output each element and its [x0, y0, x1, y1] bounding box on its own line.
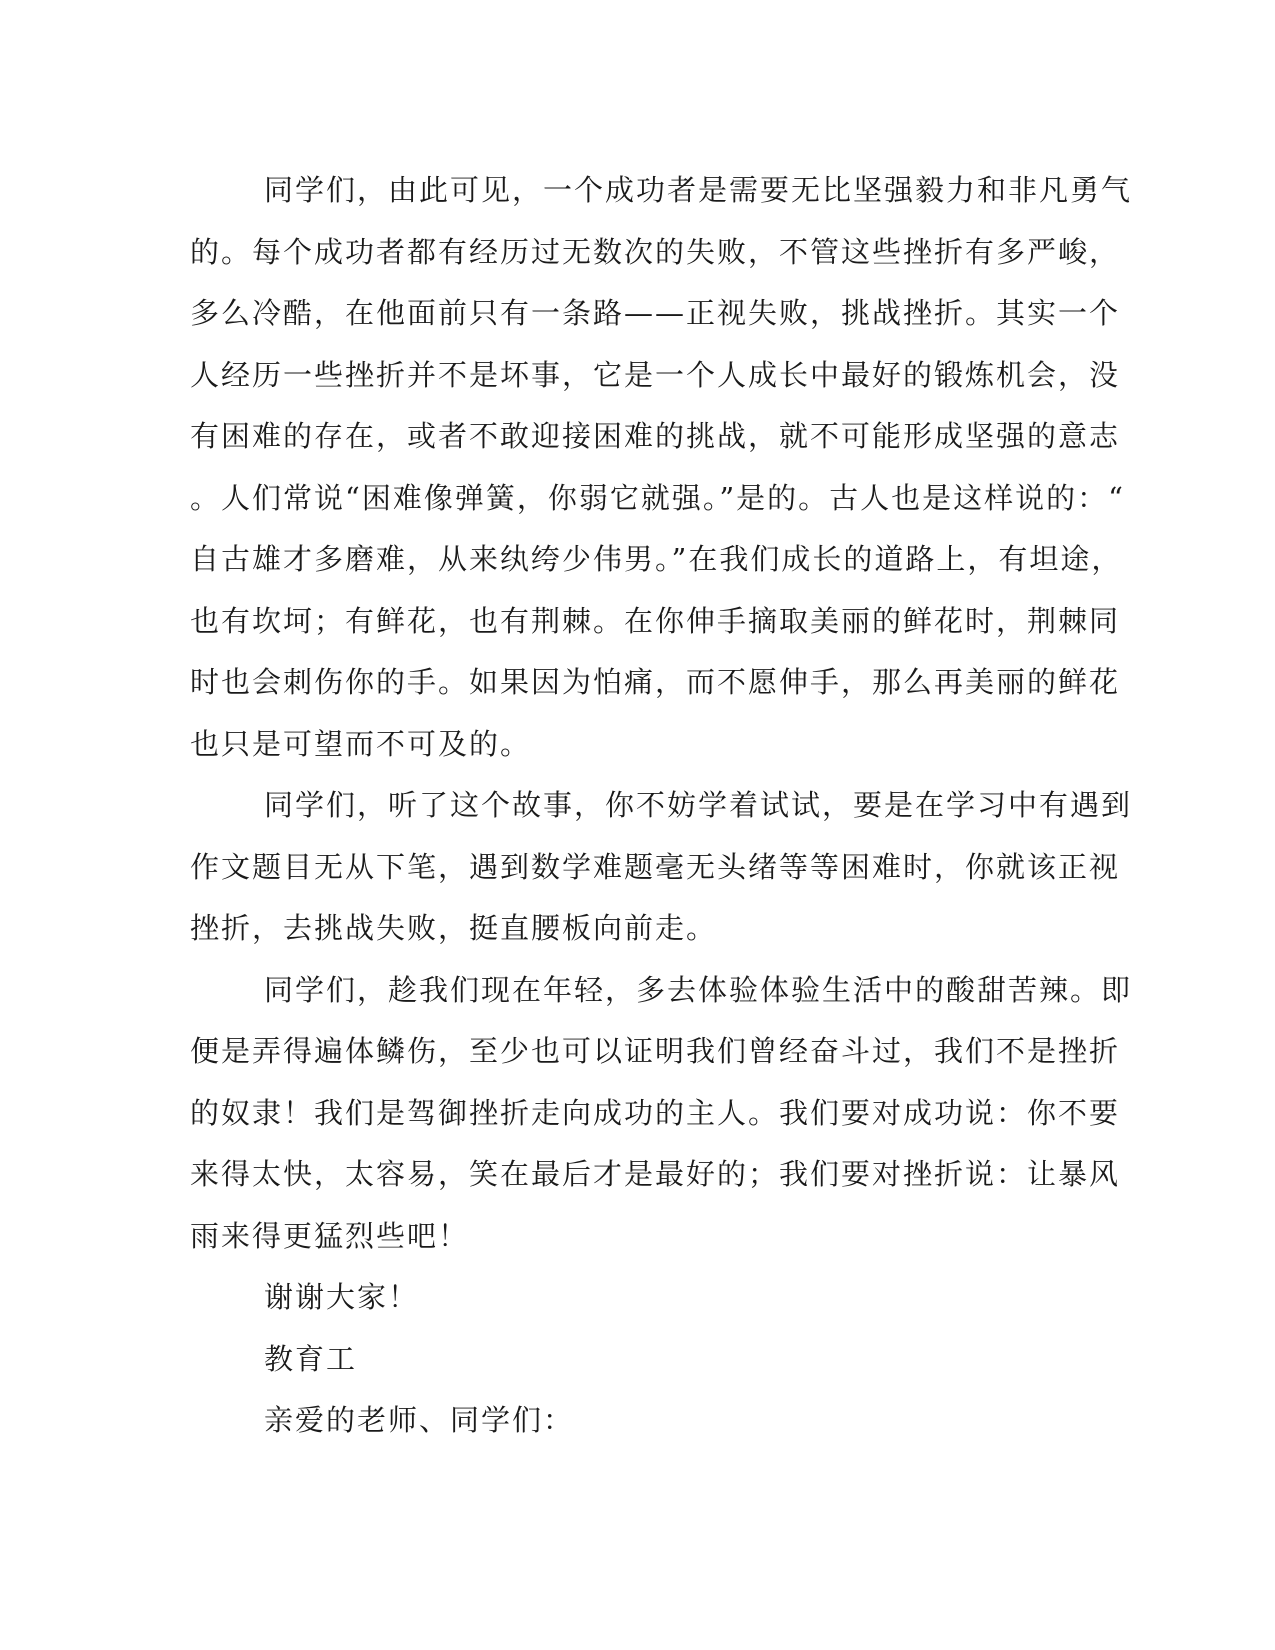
paragraph-3 — [190, 960, 1133, 1268]
greeting-line: 亲爱的老师、同学们： — [264, 1403, 575, 1437]
paragraph-line: 人经历一些挫折并不是坏事，它是一个人成长中最好的锻炼机会，没 — [190, 357, 1121, 392]
paragraph-line: 有困难的存在，或者不敢迎接困难的挑战，就不可能形成坚强的意志 — [190, 419, 1121, 453]
paragraph-line: 自古雄才多磨难，从来纨绔少伟男。”在我们成长的道路上，有坦途， — [190, 542, 1123, 576]
paragraph-line: 也有坎坷；有鲜花，也有荆棘。在你伸手摘取美丽的鲜花时，荆棘同 — [190, 603, 1121, 638]
paragraph-line: 便是弄得遍体鳞伤，至少也可以证明我们曾经奋斗过，我们不是挫折 — [190, 1034, 1121, 1068]
paragraph-line: 来得太快，太容易，笑在最后才是最好的；我们要对挫折说：让暴风 — [190, 1157, 1121, 1191]
section-title: 教育工 — [264, 1341, 358, 1376]
paragraph-line: 。人们常说“困难像弹簧，你弱它就强。”是的。古人也是这样说的：“ — [190, 480, 1125, 515]
paragraph-line: 挫折，去挑战失败，挺直腰板向前走。 — [190, 911, 718, 945]
paragraph-line: 同学们，听了这个故事，你不妨学着试试，要是在学习中有遇到 — [264, 788, 1133, 822]
paragraph-1 — [190, 160, 1133, 775]
paragraph-line: 作文题目无从下笔，遇到数学难题毫无头绪等等困难时，你就该正视 — [190, 849, 1121, 884]
paragraph-line: 的。每个成功者都有经历过无数次的失败，不管这些挫折有多严峻， — [190, 234, 1121, 269]
paragraph-line: 的奴隶！我们是驾御挫折走向成功的主人。我们要对成功说：你不要 — [190, 1095, 1121, 1130]
paragraph-line: 时也会刺伤你的手。如果因为怕痛，而不愿伸手，那么再美丽的鲜花 — [190, 665, 1121, 699]
document-body — [190, 160, 1133, 1452]
paragraph-line: 雨来得更猛烈些吧！ — [190, 1218, 470, 1253]
paragraph-line: 也只是可望而不可及的。 — [190, 726, 532, 761]
paragraph-line: 同学们，由此可见，一个成功者是需要无比坚强毅力和非凡勇气 — [264, 173, 1133, 207]
paragraph-2 — [190, 775, 1133, 960]
closing-line: 谢谢大家！ — [264, 1280, 420, 1314]
paragraph-line: 多么冷酷，在他面前只有一条路——正视失败，挑战挫折。其实一个 — [190, 296, 1121, 330]
paragraph-line: 同学们，趁我们现在年轻，多去体验体验生活中的酸甜苦辣。即 — [264, 972, 1133, 1007]
